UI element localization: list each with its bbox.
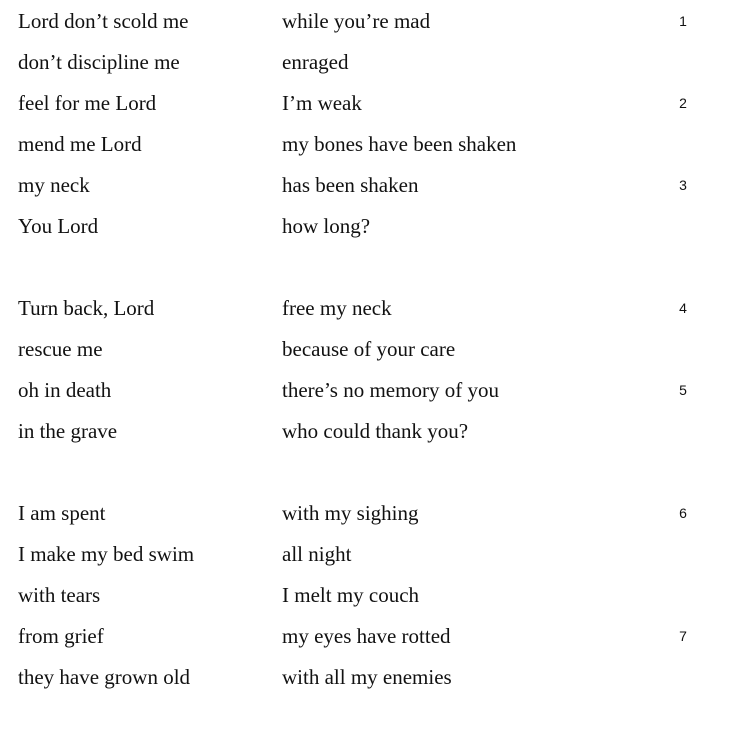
line-first-half: from grief [18, 624, 104, 648]
poem-line [0, 575, 745, 616]
line-first-half: my neck [18, 173, 90, 197]
poem-line [0, 1, 745, 42]
poem-line [0, 534, 745, 575]
line-first-half: I make my bed swim [18, 542, 195, 566]
poem-line [0, 206, 745, 247]
line-second-half: enraged [282, 50, 349, 74]
verse-number: 2 [679, 95, 687, 111]
line-first-half: with tears [18, 583, 101, 607]
line-first-half: Turn back, Lord [18, 296, 155, 320]
line-second-half: I melt my couch [282, 583, 420, 607]
line-first-half: I am spent [18, 501, 106, 525]
verse-number: 1 [679, 13, 687, 29]
line-first-half: oh in death [18, 378, 112, 402]
line-second-half: while you’re mad [282, 9, 431, 33]
verse-number: 6 [679, 505, 687, 521]
line-first-half: rescue me [18, 337, 103, 361]
poem-line [0, 616, 745, 657]
poem-line [0, 370, 745, 411]
line-first-half: Lord don’t scold me [18, 9, 189, 33]
line-second-half: who could thank you? [282, 419, 469, 443]
line-second-half: with all my enemies [282, 665, 452, 689]
poem-line [0, 83, 745, 124]
line-first-half: feel for me Lord [18, 91, 157, 115]
line-first-half: don’t discipline me [18, 50, 180, 74]
line-second-half: with my sighing [282, 501, 419, 525]
line-first-half: You Lord [18, 214, 99, 238]
line-second-half: all night [282, 542, 352, 566]
line-second-half: how long? [282, 214, 371, 238]
poem-line [0, 657, 745, 698]
line-first-half: in the grave [18, 419, 118, 443]
line-second-half: there’s no memory of you [282, 378, 499, 402]
poem-line [0, 165, 745, 206]
verse-number: 5 [679, 382, 687, 398]
line-second-half: I’m weak [282, 91, 362, 115]
verse-number: 3 [679, 177, 687, 193]
poem-line [0, 411, 745, 452]
verse-number: 7 [679, 628, 687, 644]
poem-line [0, 124, 745, 165]
verse-number: 4 [679, 300, 687, 316]
poem-line [0, 493, 745, 534]
poem-line [0, 42, 745, 83]
poem-line [0, 288, 745, 329]
line-second-half: because of your care [282, 337, 456, 361]
line-second-half: my bones have been shaken [282, 132, 517, 156]
line-second-half: free my neck [282, 296, 392, 320]
line-first-half: mend me Lord [18, 132, 142, 156]
line-second-half: my eyes have rotted [282, 624, 451, 648]
poem-line [0, 329, 745, 370]
line-first-half: they have grown old [18, 665, 191, 689]
line-second-half: has been shaken [282, 173, 419, 197]
